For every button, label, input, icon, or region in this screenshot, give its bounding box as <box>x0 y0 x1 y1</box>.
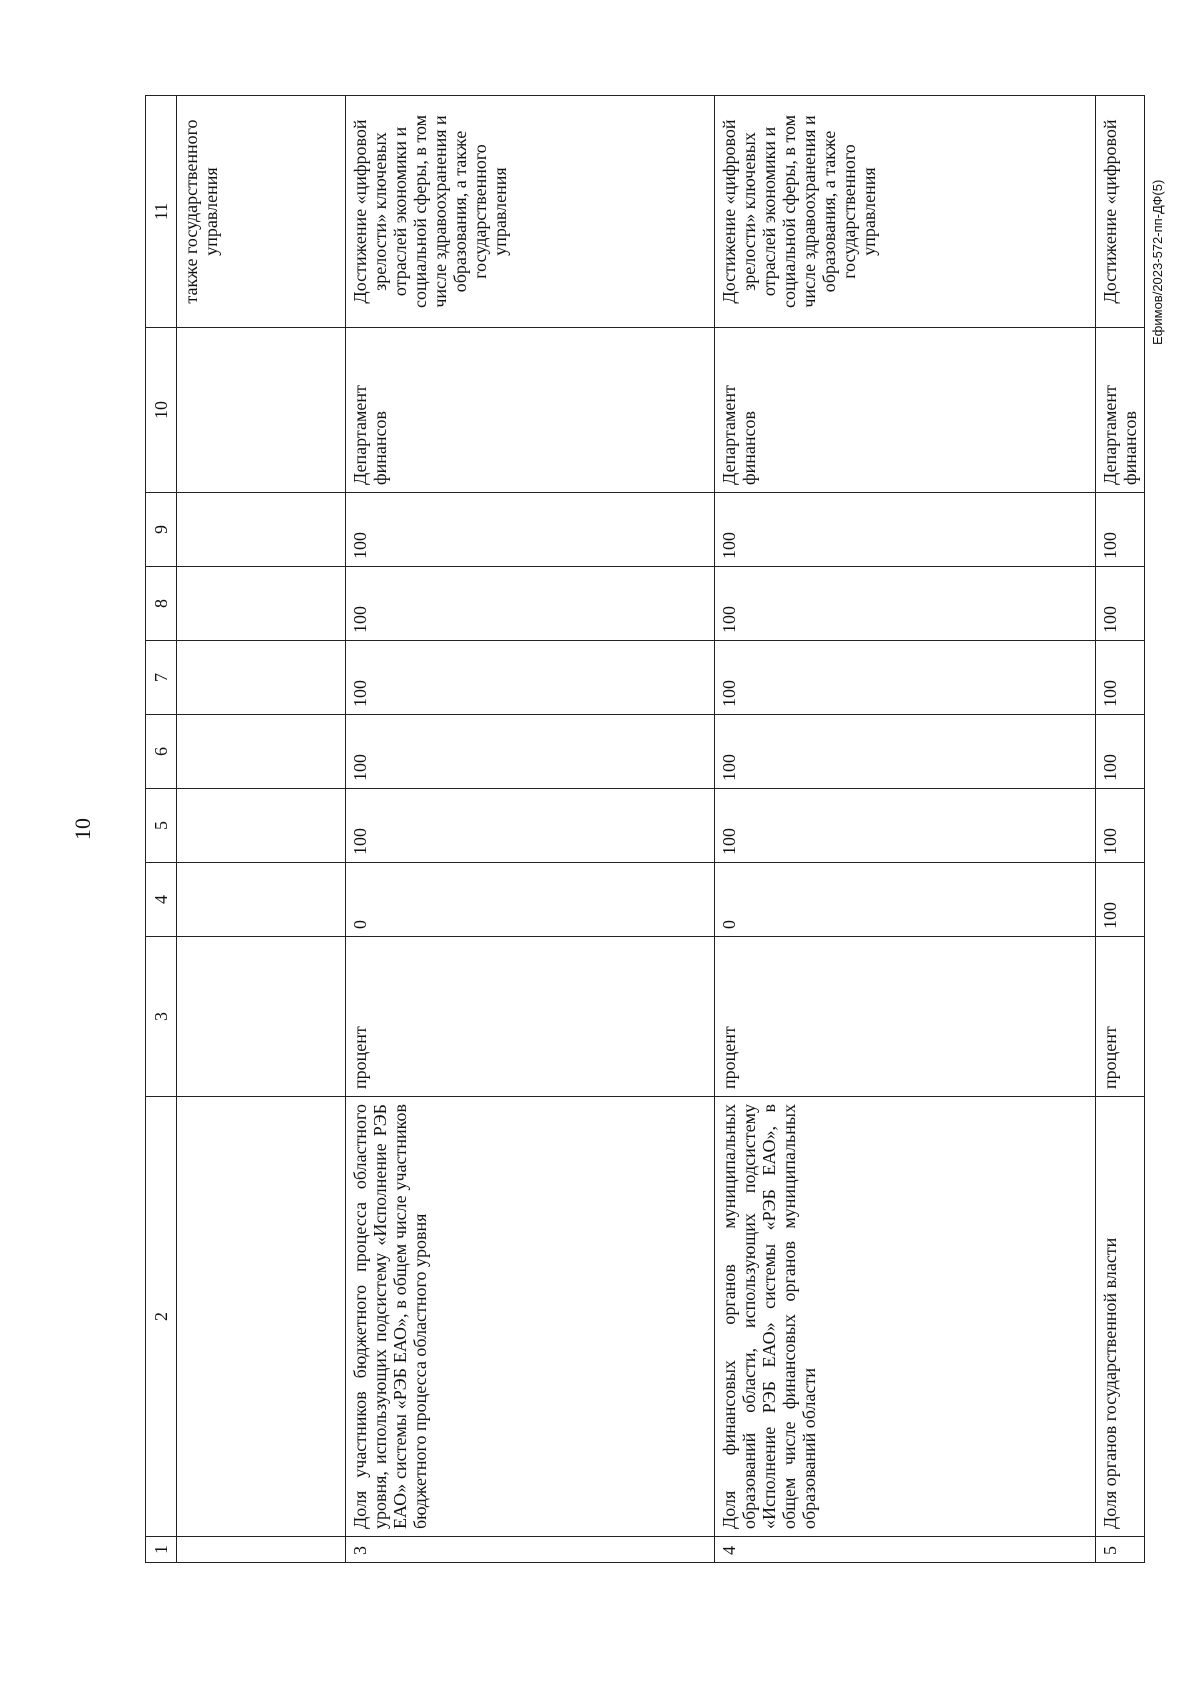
table-cell <box>177 789 346 863</box>
header-cell: 7 <box>146 641 177 715</box>
value-cell: 100 <box>1096 641 1145 715</box>
table-row <box>346 96 715 1563</box>
row-number: 3 <box>346 1537 715 1563</box>
unit-cell: процент <box>715 937 1096 1097</box>
header-cell: 4 <box>146 863 177 937</box>
goal-cell: Достижение «цифровой зрелости» ключевых отраслей экономики и социальной сферы, в том числе здравоохранения и образования, а также государственного управления <box>346 96 715 328</box>
goal-cell: также государственного управления <box>177 96 346 328</box>
indicator-name: Доля финансовых органов муниципальных образований области, использующих подсистему «Исполнение РЭБ ЕАО» системы «РЭБ ЕАО», в общем числе финансовых органов муниципальных образований области <box>715 1097 1096 1537</box>
table-cell <box>177 937 346 1097</box>
responsible-cell: Департамент финансов <box>1096 328 1145 493</box>
header-cell: 2 <box>146 1097 177 1537</box>
row-number: 4 <box>715 1537 1096 1563</box>
value-cell: 100 <box>1096 493 1145 567</box>
value-cell: 0 <box>715 863 1096 937</box>
value-cell: 100 <box>715 715 1096 789</box>
value-cell: 0 <box>346 863 715 937</box>
value-cell: 100 <box>715 789 1096 863</box>
header-row <box>146 96 177 1563</box>
table-row <box>715 96 1096 1563</box>
value-cell: 100 <box>715 567 1096 641</box>
value-cell: 100 <box>346 567 715 641</box>
responsible-cell: Департамент финансов <box>346 328 715 493</box>
indicator-name: Доля органов государственной власти <box>1096 1097 1145 1537</box>
goal-cell: Достижение «цифровой зрелости» ключевых отраслей экономики и социальной сферы, в том числе здравоохранения и образования, а также государственного управления <box>715 96 1096 328</box>
row-number: 5 <box>1096 1537 1145 1563</box>
header-cell: 6 <box>146 715 177 789</box>
value-cell: 100 <box>1096 789 1145 863</box>
header-cell: 10 <box>146 328 177 493</box>
value-cell: 100 <box>346 715 715 789</box>
document-code: Ефимов/2023-572-пп-ДФ(5) <box>1150 179 1165 345</box>
value-cell: 100 <box>715 493 1096 567</box>
indicator-name: Доля участников бюджетного процесса областного уровня, использующих подсистему «Исполнение РЭБ ЕАО» системы «РЭБ ЕАО», в общем числе участников бюджетного процесса областного уровня <box>346 1097 715 1537</box>
table-cell <box>177 493 346 567</box>
table-cell <box>177 715 346 789</box>
value-cell: 100 <box>1096 863 1145 937</box>
goal-cell: Достижение «цифровой <box>1096 96 1145 328</box>
indicators-table <box>145 95 1145 1563</box>
header-cell: 8 <box>146 567 177 641</box>
table-cell <box>177 1537 346 1563</box>
unit-cell: процент <box>346 937 715 1097</box>
page-number: 10 <box>70 818 95 840</box>
table-cell <box>177 641 346 715</box>
value-cell: 100 <box>346 641 715 715</box>
indicators-table-rotated <box>145 96 1140 1563</box>
continuation-row <box>177 96 346 1563</box>
value-cell: 100 <box>346 493 715 567</box>
table-cell <box>177 328 346 493</box>
table-cell <box>177 567 346 641</box>
value-cell: 100 <box>1096 567 1145 641</box>
header-cell: 9 <box>146 493 177 567</box>
table-cell <box>177 863 346 937</box>
header-cell: 5 <box>146 789 177 863</box>
table-row <box>1096 96 1145 1563</box>
value-cell: 100 <box>715 641 1096 715</box>
header-cell: 3 <box>146 937 177 1097</box>
unit-cell: процент <box>1096 937 1145 1097</box>
responsible-cell: Департамент финансов <box>715 328 1096 493</box>
table-cell <box>177 1097 346 1537</box>
value-cell: 100 <box>1096 715 1145 789</box>
value-cell: 100 <box>346 789 715 863</box>
header-cell: 11 <box>146 96 177 328</box>
header-cell: 1 <box>146 1537 177 1563</box>
